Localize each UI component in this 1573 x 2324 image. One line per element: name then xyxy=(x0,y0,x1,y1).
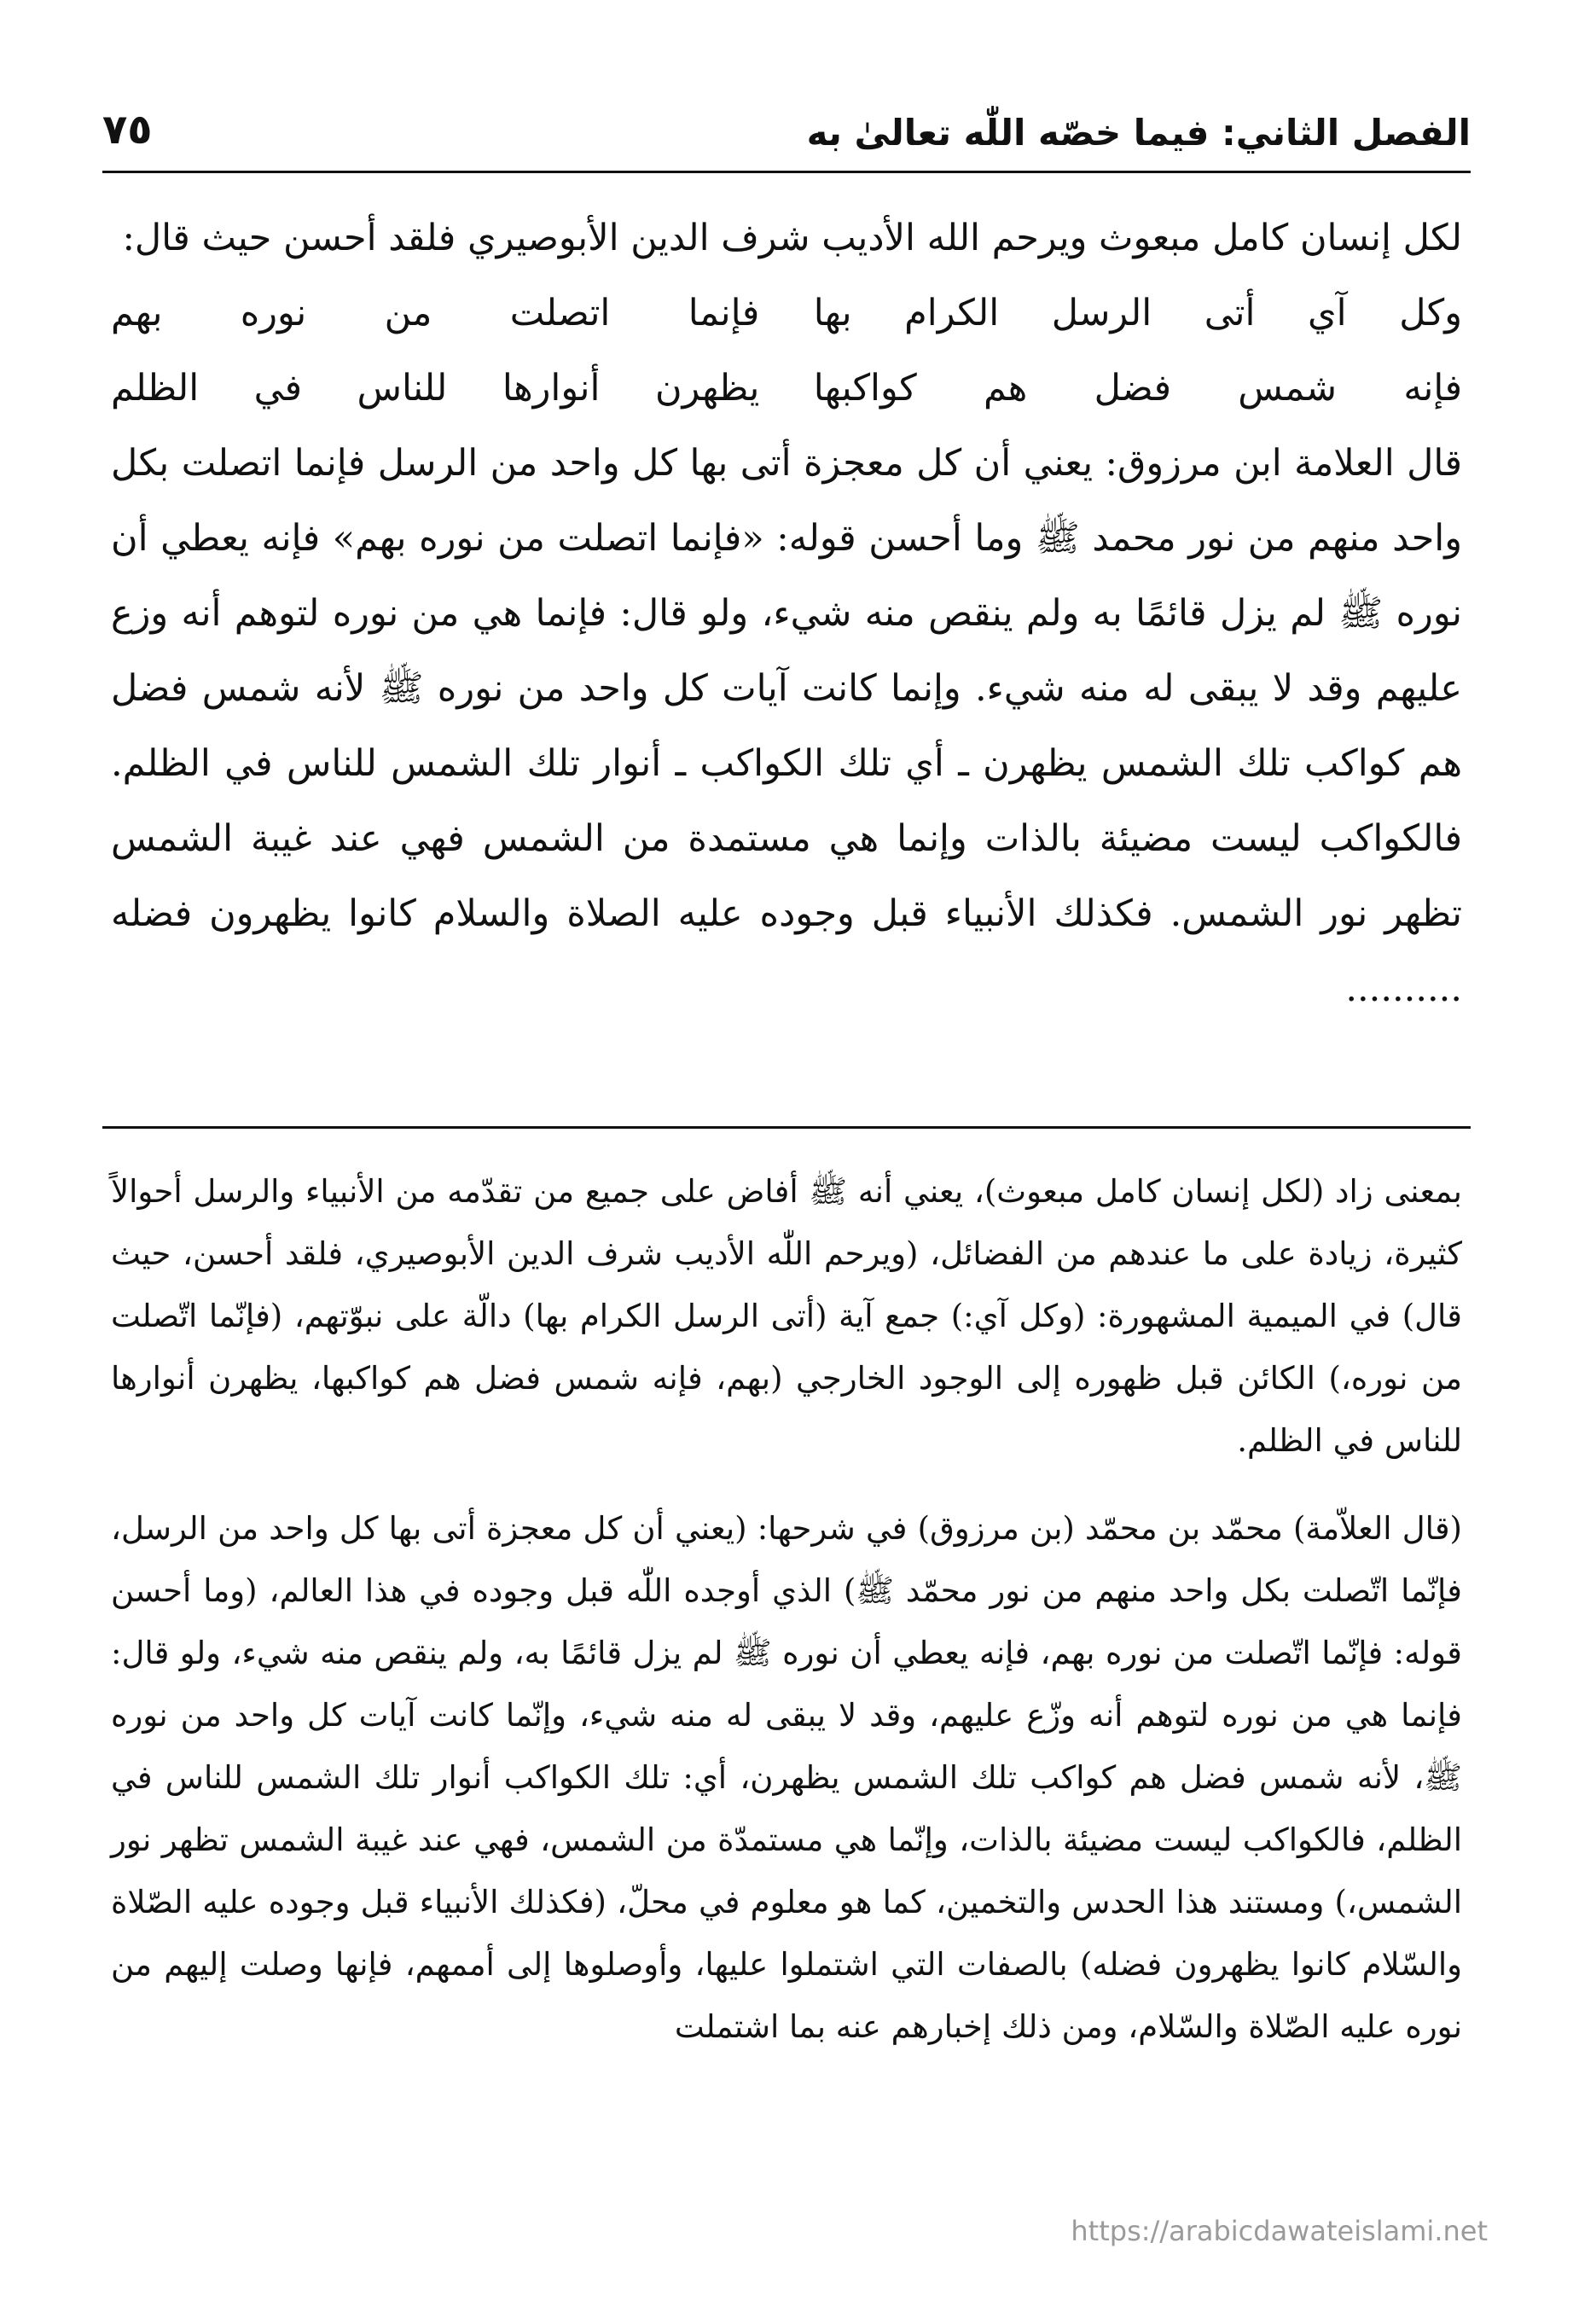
running-title: الفصل الثاني: فيما خصّه اللّٰه تعالىٰ به xyxy=(806,112,1471,154)
commentary-text xyxy=(111,1160,1462,2082)
verse-first-hemistich: فإنه شمس فضل هم كواكبها xyxy=(813,367,1462,410)
commentary-divider xyxy=(102,1126,1471,1129)
commentary-paragraph: بمعنى زاد (لكل إنسان كامل مبعوث)، يعني أنه ﷺ أفاض على جميع من تقدّمه من الأنبياء والرسل أحوالاً كثيرة، زيادة على ما عندهم من الفضائل، (ويرحم اللّٰه الأديب شرف الدين الأبوصيري، فلقد أحسن، حيث قال) في الميمية المشهورة: (وكل آي:) جمع آية (أتى الرسل الكرام بها) دالّة على نبوّتهم، (فإنّما اتّصلت من نوره،) الكائن قبل ظهوره إلى الوجود الخارجي (بهم، فإنه شمس فضل هم كواكبها، يظهرن أنوارها للناس في الظلم. xyxy=(111,1173,1462,1459)
verse-second-hemistich: فإنما اتصلت من نوره بهم xyxy=(111,292,760,334)
page-header xyxy=(102,85,1471,154)
main-text xyxy=(111,200,1462,1026)
watermark-url: https://arabicdawateislami.net xyxy=(1071,2215,1488,2247)
poem-verses xyxy=(111,276,1462,426)
commentary-paragraph: (قال العلاّمة) محمّد بن محمّد (بن مرزوق) في شرحها: (يعني أن كل معجزة أتى بها كل واحد من الرسل، فإنّما اتّصلت بكل واحد منهم من نور محمّد ﷺ) الذي أوجده اللّٰه قبل وجوده في هذا العالم، (وما أحسن قوله: فإنّما اتّصلت من نوره بهم، فإنه يعطي أن نوره ﷺ لم يزل قائمًا به، ولم ينقص منه شيء، ولو قال: فإنما هي من نوره لتوهم أنه وزّع عليهم، وقد لا يبقى له منه شيء، وإنّما كانت آيات كل واحد من نوره ﷺ، لأنه شمس فضل هم كواكب تلك الشمس يظهرن، أي: تلك الكواكب أنوار تلك الشمس للناس في الظلم، فالكواكب ليست مضيئة بالذات، وإنّما هي مستمدّة من الشمس، فهي عند غيبة الشمس تظهر نور الشمس،) ومستند هذا الحدس والتخمين، كما هو معلوم في محلّ، (فكذلك الأنبياء قبل وجوده عليه الصّلاة والسّلام كانوا يظهرون فضله) بالصفات التي اشتملوا عليها، وأوصلوها إلى أممهم، فإنها وصلت إليهم من نوره عليه الصّلاة والسّلام، ومن ذلك إخبارهم عنه بما اشتملت xyxy=(111,1510,1462,2045)
verse-line xyxy=(111,351,1462,426)
intro-text: لكل إنسان كامل مبعوث ويرحم الله الأديب شرف الدين الأبوصيري فلقد أحسن حيث قال: xyxy=(122,217,1462,259)
verse-second-hemistich: يظهرن أنوارها للناس في الظلم xyxy=(111,367,760,410)
main-paragraph: قال العلامة ابن مرزوق: يعني أن كل معجزة أتى بها كل واحد من الرسل فإنما اتصلت بكل واحد منهم من نور محمد ﷺ وما أحسن قوله: «فإنما اتصلت من نوره بهم» فإنه يعطي أن نوره ﷺ لم يزل قائمًا به ولم ينقص منه شيء، ولو قال: فإنما هي من نوره لتوهم أنه وزع عليهم وقد لا يبقى له منه شيء. وإنما كانت آيات كل واحد من نوره ﷺ لأنه شمس فضل هم كواكب تلك الشمس يظهرن ـ أي تلك الكواكب ـ أنوار تلك الشمس للناس في الظلم. فالكواكب ليست مضيئة بالذات وإنما هي مستمدة من الشمس فهي عند غيبة الشمس تظهر نور الشمس. فكذلك الأنبياء قبل وجوده عليه الصلاة والسلام كانوا يظهرون فضله .......... xyxy=(111,442,1462,1010)
page-number: ٧٥ xyxy=(102,106,153,154)
verse-first-hemistich: وكل آي أتى الرسل الكرام بها xyxy=(813,292,1462,334)
header-divider xyxy=(102,171,1471,173)
verse-line xyxy=(111,276,1462,351)
